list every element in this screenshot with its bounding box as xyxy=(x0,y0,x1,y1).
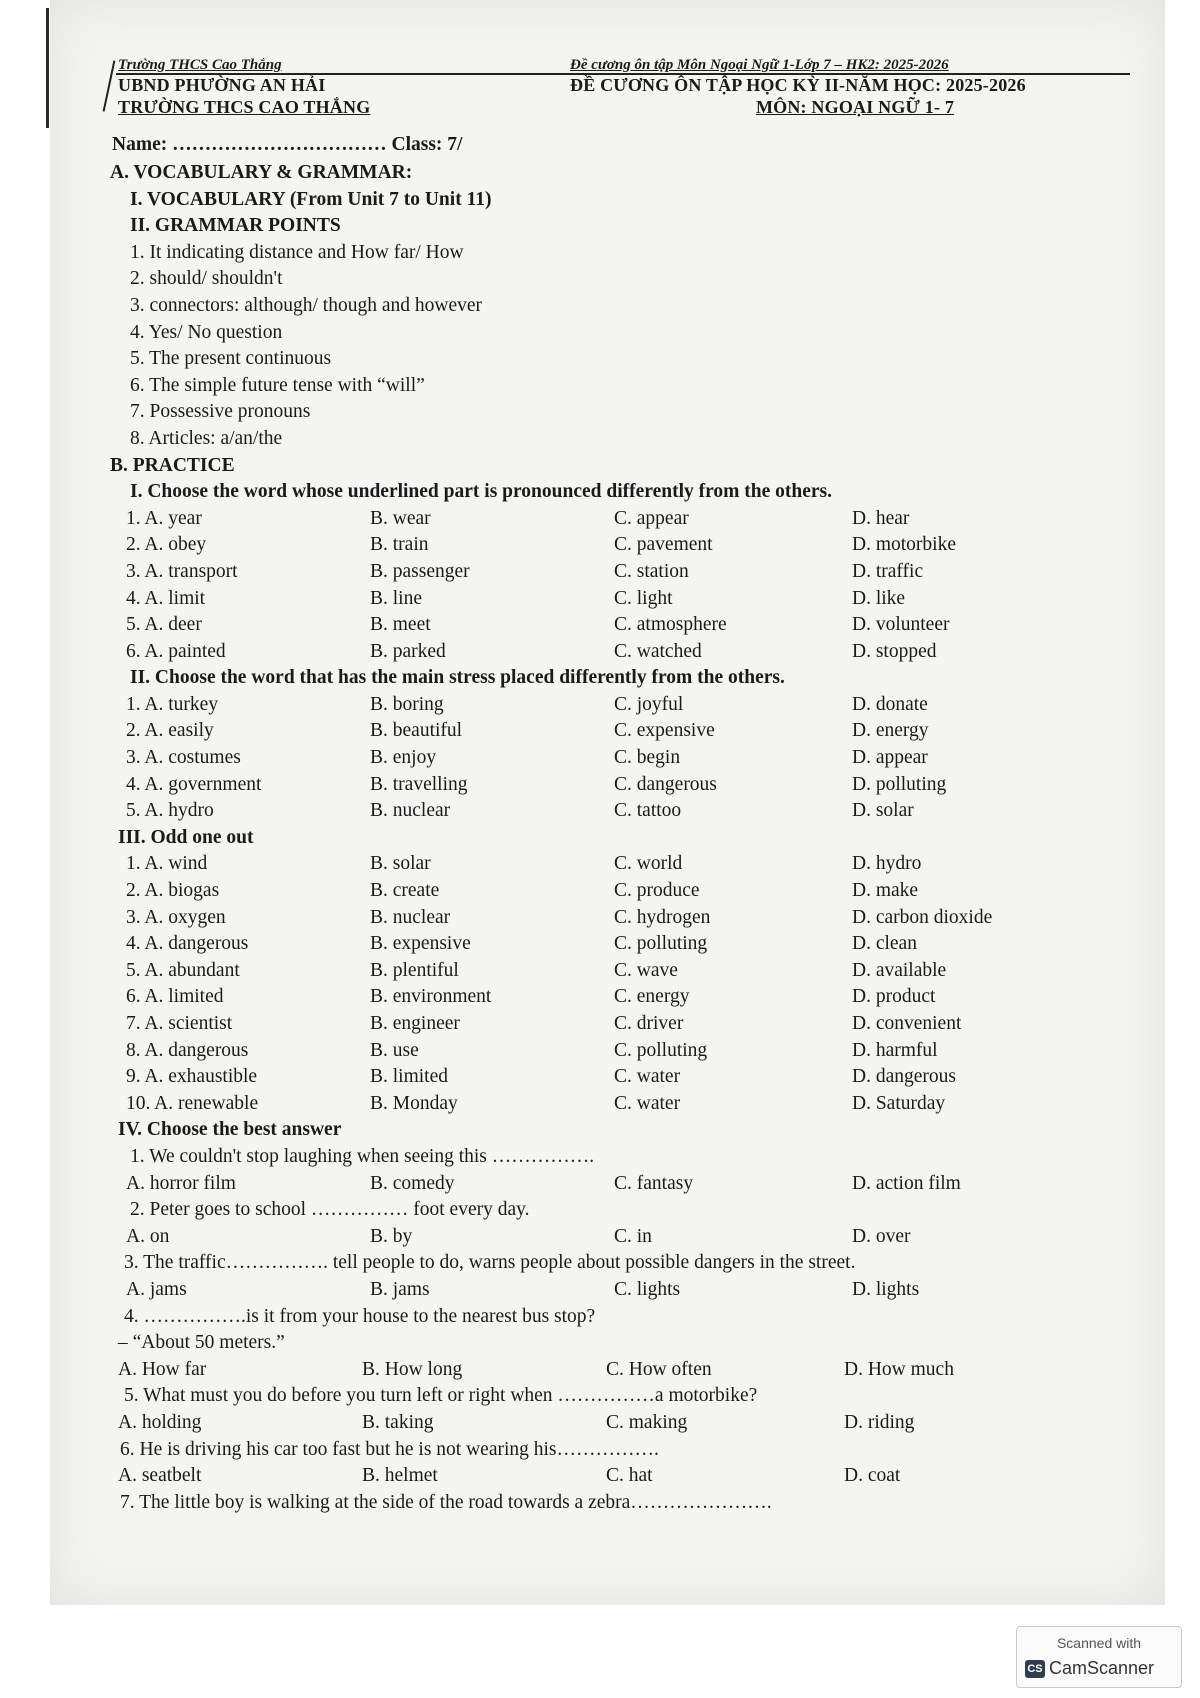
option-b: B. parked xyxy=(370,640,446,662)
option-d: D. motorbike xyxy=(852,534,956,556)
option-d: D. over xyxy=(852,1225,911,1247)
question-row xyxy=(112,506,1112,533)
option-b: B. environment xyxy=(370,986,492,1008)
document-body xyxy=(112,56,1112,1516)
header-left xyxy=(118,56,588,118)
question-row xyxy=(112,958,1112,985)
option-d: D. clean xyxy=(852,933,917,955)
option-c: C. station xyxy=(614,560,689,582)
option-d: D. convenient xyxy=(852,1013,962,1034)
grammar-point: 6. The simple future tense with “will” xyxy=(130,374,425,396)
option-a: A. How far xyxy=(118,1358,207,1380)
option-c: C. making xyxy=(606,1411,688,1433)
camscanner-logo-icon: CS xyxy=(1025,1660,1045,1678)
scanned-with-label: Scanned with xyxy=(1056,1635,1142,1651)
option-c: C. hat xyxy=(606,1465,653,1487)
option-a: 5. A. abundant xyxy=(126,959,240,981)
question-row xyxy=(112,984,1112,1011)
option-c: C. wave xyxy=(614,959,678,981)
option-d: D. carbon dioxide xyxy=(852,906,993,928)
option-a: 1. A. year xyxy=(126,507,202,529)
answer-row xyxy=(112,1277,1112,1304)
question-row xyxy=(112,878,1112,905)
page-edge xyxy=(46,8,49,128)
grammar-point: 4. Yes/ No question xyxy=(130,321,283,343)
grammar-point: 5. The present continuous xyxy=(130,348,332,370)
camscanner-watermark xyxy=(1016,1626,1182,1688)
answer-row xyxy=(112,1463,1112,1490)
option-a: 4. A. limit xyxy=(126,587,206,609)
question-row xyxy=(112,745,1112,772)
section-b-heading: B. PRACTICE xyxy=(110,454,235,476)
question-row xyxy=(112,612,1112,639)
option-d: D. product xyxy=(852,986,936,1008)
option-c: C. watched xyxy=(614,640,702,662)
section-a-heading: A. VOCABULARY & GRAMMAR: xyxy=(110,162,413,183)
option-b: B. jams xyxy=(370,1278,430,1300)
question-row xyxy=(112,692,1112,719)
option-a: 3. A. oxygen xyxy=(126,906,226,928)
option-d: D. like xyxy=(852,587,906,609)
question-text: 3. The traffic……………. tell people to do, warns people about possible dangers in the street. xyxy=(124,1252,856,1274)
grammar-point: 8. Articles: a/an/the xyxy=(130,427,283,449)
option-c: C. dangerous xyxy=(614,773,717,795)
header-right xyxy=(570,56,1130,118)
option-a: 10. A. renewable xyxy=(126,1092,259,1114)
option-c: C. in xyxy=(614,1225,652,1247)
option-d: D. hydro xyxy=(852,853,922,875)
answer-row xyxy=(112,1171,1112,1198)
option-a: 2. A. easily xyxy=(126,720,214,742)
option-a: 2. A. biogas xyxy=(126,880,220,902)
option-b: B. enjoy xyxy=(370,747,437,769)
option-d: D. riding xyxy=(844,1411,915,1433)
option-d: D. available xyxy=(852,959,947,981)
question-row xyxy=(112,1064,1112,1091)
grammar-point: 3. connectors: although/ though and however xyxy=(130,294,482,316)
school-name-small: Trường THCS Cao Thắng xyxy=(118,57,282,73)
option-b: B. solar xyxy=(370,853,431,875)
option-c: C. polluting xyxy=(614,1039,708,1061)
option-d: D. lights xyxy=(852,1278,920,1300)
option-b: B. taking xyxy=(362,1411,434,1433)
option-d: D. traffic xyxy=(852,560,924,582)
option-b: B. How long xyxy=(362,1358,463,1380)
question-text: 1. We couldn't stop laughing when seeing this ……………. xyxy=(130,1145,595,1167)
option-d: D. Saturday xyxy=(852,1092,946,1114)
question-text: 5. What must you do before you turn left or right when ……………a motorbike? xyxy=(124,1385,758,1407)
name-label: Name: xyxy=(112,134,168,155)
option-c: C. tattoo xyxy=(614,800,682,822)
option-d: D. appear xyxy=(852,747,928,769)
option-a: 5. A. deer xyxy=(126,614,202,636)
option-a: 4. A. government xyxy=(126,773,262,795)
option-a: 2. A. obey xyxy=(126,534,207,556)
camscanner-name: CamScanner xyxy=(1049,1658,1155,1678)
option-c: C. begin xyxy=(614,747,681,769)
option-d: D. donate xyxy=(852,693,928,715)
answer-row xyxy=(112,1357,1112,1384)
question-row xyxy=(112,931,1112,958)
grammar-point: 1. It indicating distance and How far/ How xyxy=(130,241,464,263)
camscanner-brand xyxy=(1025,1658,1154,1679)
option-b: B. boring xyxy=(370,693,444,715)
grammar-point: 2. should/ shouldn't xyxy=(130,268,283,290)
question-row xyxy=(112,851,1112,878)
subject-title: MÔN: NGOẠI NGỮ 1- 7 xyxy=(755,97,955,117)
question-text: 2. Peter goes to school …………… foot every day. xyxy=(130,1199,530,1221)
option-c: C. fantasy xyxy=(614,1172,694,1194)
grammar-heading: II. GRAMMAR POINTS xyxy=(130,215,341,237)
option-a: A. on xyxy=(126,1225,170,1247)
option-c: C. water xyxy=(614,1092,681,1114)
option-c: C. energy xyxy=(614,986,690,1008)
option-b: B. by xyxy=(370,1225,413,1247)
option-c: C. produce xyxy=(614,880,700,902)
option-b: B. nuclear xyxy=(370,906,451,928)
option-b: B. nuclear xyxy=(370,800,451,822)
answer-row xyxy=(112,1224,1112,1251)
school-name: TRƯỜNG THCS CAO THẮNG xyxy=(118,97,371,117)
question-row xyxy=(112,1038,1112,1065)
option-d: D. volunteer xyxy=(852,614,950,636)
question-row xyxy=(112,772,1112,799)
option-d: D. polluting xyxy=(852,773,947,795)
option-d: D. How much xyxy=(844,1358,954,1380)
option-a: 3. A. costumes xyxy=(126,747,241,769)
option-a: A. seatbelt xyxy=(118,1465,202,1487)
exercise-1-title: I. Choose the word whose underlined part is pronounced differently from the others. xyxy=(130,481,833,503)
option-a: 7. A. scientist xyxy=(126,1013,233,1034)
option-a: 8. A. dangerous xyxy=(126,1039,249,1061)
option-d: D. action film xyxy=(852,1172,961,1194)
exercise-4-title: IV. Choose the best answer xyxy=(118,1119,342,1141)
exercise-2-title: II. Choose the word that has the main stress placed differently from the others. xyxy=(130,667,785,689)
question-row xyxy=(112,798,1112,825)
option-a: 4. A. dangerous xyxy=(126,933,249,955)
option-c: C. world xyxy=(614,853,683,875)
option-b: B. plentiful xyxy=(370,959,459,981)
option-d: D. hear xyxy=(852,507,910,529)
option-b: B. travelling xyxy=(370,773,468,795)
option-a: A. jams xyxy=(126,1278,187,1300)
option-a: 3. A. transport xyxy=(126,560,238,582)
option-b: B. meet xyxy=(370,614,431,636)
option-c: C. driver xyxy=(614,1013,684,1034)
option-a: A. horror film xyxy=(126,1172,236,1194)
document-header xyxy=(112,56,1112,132)
option-a: 1. A. wind xyxy=(126,853,208,875)
option-a: 5. A. hydro xyxy=(126,800,214,822)
exercise-3-title: III. Odd one out xyxy=(118,826,254,848)
class-label: Class: 7/ xyxy=(391,134,463,155)
option-a: 9. A. exhaustible xyxy=(126,1066,258,1088)
question-row xyxy=(112,559,1112,586)
option-b: B. train xyxy=(370,534,429,556)
vocabulary-heading: I. VOCABULARY (From Unit 7 to Unit 11) xyxy=(130,188,492,210)
option-b: B. use xyxy=(370,1039,419,1061)
option-d: D. coat xyxy=(844,1465,901,1487)
grammar-point: 7. Possessive pronouns xyxy=(130,401,311,423)
option-c: C. joyful xyxy=(614,693,684,715)
option-b: B. expensive xyxy=(370,933,471,955)
option-b: B. wear xyxy=(370,507,431,529)
option-d: D. make xyxy=(852,880,919,902)
question-row xyxy=(112,532,1112,559)
option-b: B. Monday xyxy=(370,1092,458,1114)
option-d: D. harmful xyxy=(852,1039,938,1061)
option-b: B. comedy xyxy=(370,1172,455,1194)
answer-row xyxy=(112,1410,1112,1437)
question-reply: – “About 50 meters.” xyxy=(118,1332,285,1354)
question-row xyxy=(112,1091,1112,1118)
question-text: 4. …………….is it from your house to the nearest bus stop? xyxy=(124,1305,596,1327)
name-class-line xyxy=(112,132,1112,160)
option-c: C. pavement xyxy=(614,534,713,556)
document-title: ĐỀ CƯƠNG ÔN TẬP HỌC KỲ II-NĂM HỌC: 2025-2026 xyxy=(570,75,1026,95)
ward-name: UBND PHƯỜNG AN HẢI xyxy=(118,75,326,95)
option-b: B. beautiful xyxy=(370,720,463,742)
option-a: 6. A. limited xyxy=(126,986,224,1008)
option-c: C. lights xyxy=(614,1278,681,1300)
option-b: B. engineer xyxy=(370,1013,460,1034)
option-c: C. How often xyxy=(606,1358,712,1380)
option-b: B. passenger xyxy=(370,560,470,582)
option-d: D. stopped xyxy=(852,640,937,662)
question-row xyxy=(112,639,1112,666)
option-c: C. polluting xyxy=(614,933,708,955)
question-row xyxy=(112,1011,1112,1038)
option-d: D. solar xyxy=(852,800,914,822)
name-dots: …………………………… xyxy=(172,134,387,155)
option-b: B. helmet xyxy=(362,1465,438,1487)
option-c: C. light xyxy=(614,587,673,609)
question-row xyxy=(112,905,1112,932)
option-a: 1. A. turkey xyxy=(126,693,219,715)
question-row xyxy=(112,586,1112,613)
option-a: A. holding xyxy=(118,1411,202,1433)
option-b: B. line xyxy=(370,587,422,609)
option-c: C. appear xyxy=(614,507,689,529)
option-c: C. expensive xyxy=(614,720,715,742)
option-c: C. water xyxy=(614,1066,681,1088)
question-row xyxy=(112,718,1112,745)
option-b: B. limited xyxy=(370,1066,448,1088)
question-text: 7. The little boy is walking at the side of the road towards a zebra…………………. xyxy=(120,1491,772,1513)
option-c: C. atmosphere xyxy=(614,614,727,636)
option-d: D. dangerous xyxy=(852,1066,956,1088)
option-c: C. hydrogen xyxy=(614,906,711,928)
option-a: 6. A. painted xyxy=(126,640,226,662)
outline-label-small: Đề cương ôn tập Môn Ngoại Ngữ 1-Lớp 7 – HK2: 2025-2026 xyxy=(570,57,949,73)
option-d: D. energy xyxy=(852,720,929,742)
question-text: 6. He is driving his car too fast but he is not wearing his……………. xyxy=(120,1438,659,1460)
option-b: B. create xyxy=(370,880,440,902)
